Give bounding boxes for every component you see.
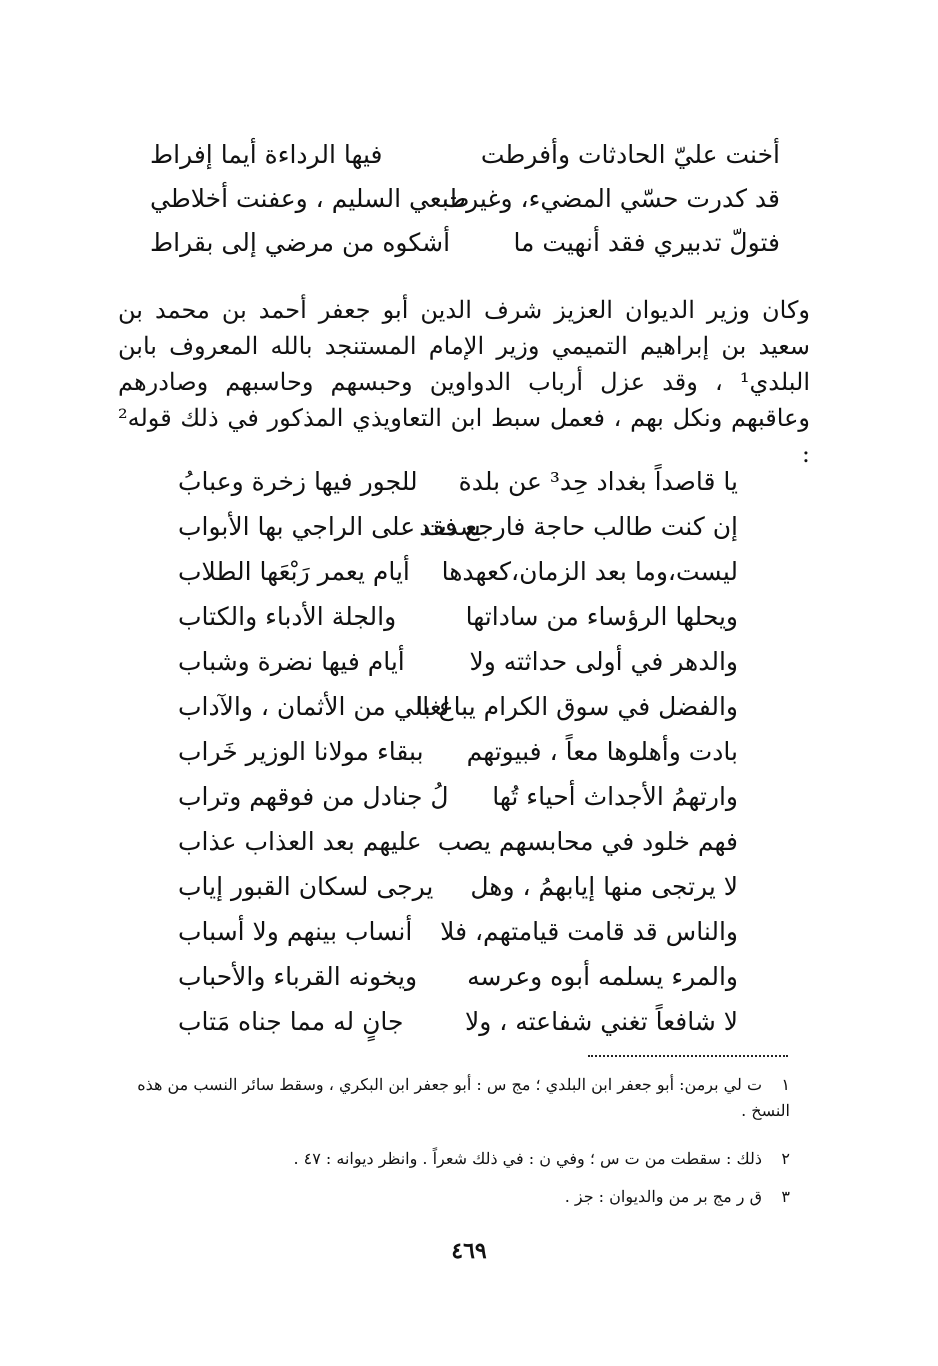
footnote-text: ت لي برمن: أبو جعفر ابن البلدي ؛ مج س : أبو جعفر ابن البكري ، وسقط سائر النسب من هذه النسخ . (137, 1075, 790, 1120)
verse-second-hemistich: ببقاء مولانا الوزير خَراب (178, 737, 424, 766)
verse-first-hemistich: إن كنت طالب حاجة فارجع فقد (419, 512, 738, 541)
footnote-text: ذلك : سقطت من ت س ؛ وفي ن : في ذلك شعراً . وانظر ديوانه : ٤٧ . (293, 1149, 762, 1168)
verse-first-hemistich: فهم خلود في محابسهم يصب (437, 827, 738, 856)
verse-second-hemistich: لغالي من الأثمان ، والآداب (178, 692, 450, 721)
verse (178, 912, 738, 952)
footnote-number: ٣ (781, 1187, 790, 1206)
verse (150, 223, 780, 263)
verse-first-hemistich: ويحلها الرؤساء من ساداتها (465, 602, 738, 631)
verse (178, 822, 738, 862)
verse-second-hemistich: جانٍ له مما جناه مَتاب (178, 1007, 404, 1036)
footnote-number: ١ (781, 1075, 790, 1094)
footnote (565, 1184, 790, 1210)
verse-second-hemistich: عليهم بعد العذاب عذاب (178, 827, 422, 856)
verse-first-hemistich: والمرء يسلمه أبوه وعرسه (467, 962, 738, 991)
verse-first-hemistich: قد كدرت حسّي المضيء، وغيرت (442, 184, 780, 213)
verse-second-hemistich: لُ جنادل من فوقهم وتراب (178, 782, 449, 811)
verse (178, 867, 738, 907)
footnote-number: ٢ (781, 1149, 790, 1168)
verse-first-hemistich: لا يرتجى منها إيابهمُ ، وهل (470, 872, 738, 901)
verse (178, 597, 738, 637)
verse-second-hemistich: والجلة الأدباء والكتاب (178, 602, 397, 631)
verse-first-hemistich: لا شافعاً تغني شفاعته ، ولا (464, 1007, 738, 1036)
page-number: ٤٦٩ (451, 1238, 487, 1264)
verse (178, 777, 738, 817)
verse-first-hemistich: فتولّ تدبيري فقد أنهيت ما (513, 228, 780, 257)
verse-second-hemistich: أنساب بينهم ولا أسباب (178, 917, 413, 946)
verse-second-hemistich: أيام فيها نضرة وشباب (178, 647, 405, 676)
verse-first-hemistich: والفضل في سوق الكرام يباع با (416, 692, 738, 721)
verse (178, 1002, 738, 1042)
verse-second-hemistich: طبعي السليم ، وعفنت أخلاطي (150, 184, 470, 213)
verse-first-hemistich: يا قاصداً بغداد حِد³ عن بلدة (458, 467, 738, 496)
verse-second-hemistich: ويخونه القرباء والأحباب (178, 962, 418, 991)
verse-first-hemistich: وارتهمُ الأجداث أحياء تُها (492, 782, 738, 811)
verse (178, 687, 738, 727)
verse (178, 462, 738, 502)
verse (150, 135, 780, 175)
verse (150, 179, 780, 219)
footnote (100, 1072, 790, 1124)
footnote (293, 1146, 790, 1172)
footnote-divider (588, 1055, 788, 1057)
verse-first-hemistich: بادت وأهلوها معاً ، فبيوتهم (466, 737, 738, 766)
verse (178, 507, 738, 547)
verse-first-hemistich: والناس قد قامت قيامتهم، فلا (440, 917, 738, 946)
prose-paragraph: وكان وزير الديوان العزيز شرف الدين أبو جعفر أحمد بن محمد بن سعيد بن إبراهيم التميمي وزير الإمام المستنجد بالله المعروف بابن البلدي¹ ، وقد عزل أرباب الدواوين وحبسهم وحاسبهم وصادرهم وعاقبهم ونكل بهم ، فعمل سبط ابن التعاويذي المذكور في ذلك قوله² : (118, 296, 810, 468)
verse (178, 642, 738, 682)
verse-first-hemistich: ليست،وما بعد الزمان،كعهدها (441, 557, 738, 586)
verse (178, 552, 738, 592)
verse (178, 732, 738, 772)
verse-second-hemistich: سدت على الراجي بها الأبواب (178, 512, 481, 541)
verse-second-hemistich: يرجى لسكان القبور إياب (178, 872, 434, 901)
verse-first-hemistich: أخنت عليّ الحادثات وأفرطت (480, 140, 780, 169)
verse-second-hemistich: فيها الرداءة أيما إفراط (150, 140, 383, 169)
verse-first-hemistich: والدهر في أولى حداثته ولا (469, 647, 738, 676)
footnote-text: ق ر مج بر من والديوان : جز . (564, 1187, 762, 1206)
verse-second-hemistich: أيام يعمر رَبْعَها الطلاب (178, 557, 410, 586)
verse-second-hemistich: أشكوه من مرضي إلى بقراط (150, 228, 451, 257)
verse (178, 957, 738, 997)
verse-second-hemistich: للجور فيها زخرة وعبابُ (178, 467, 418, 496)
